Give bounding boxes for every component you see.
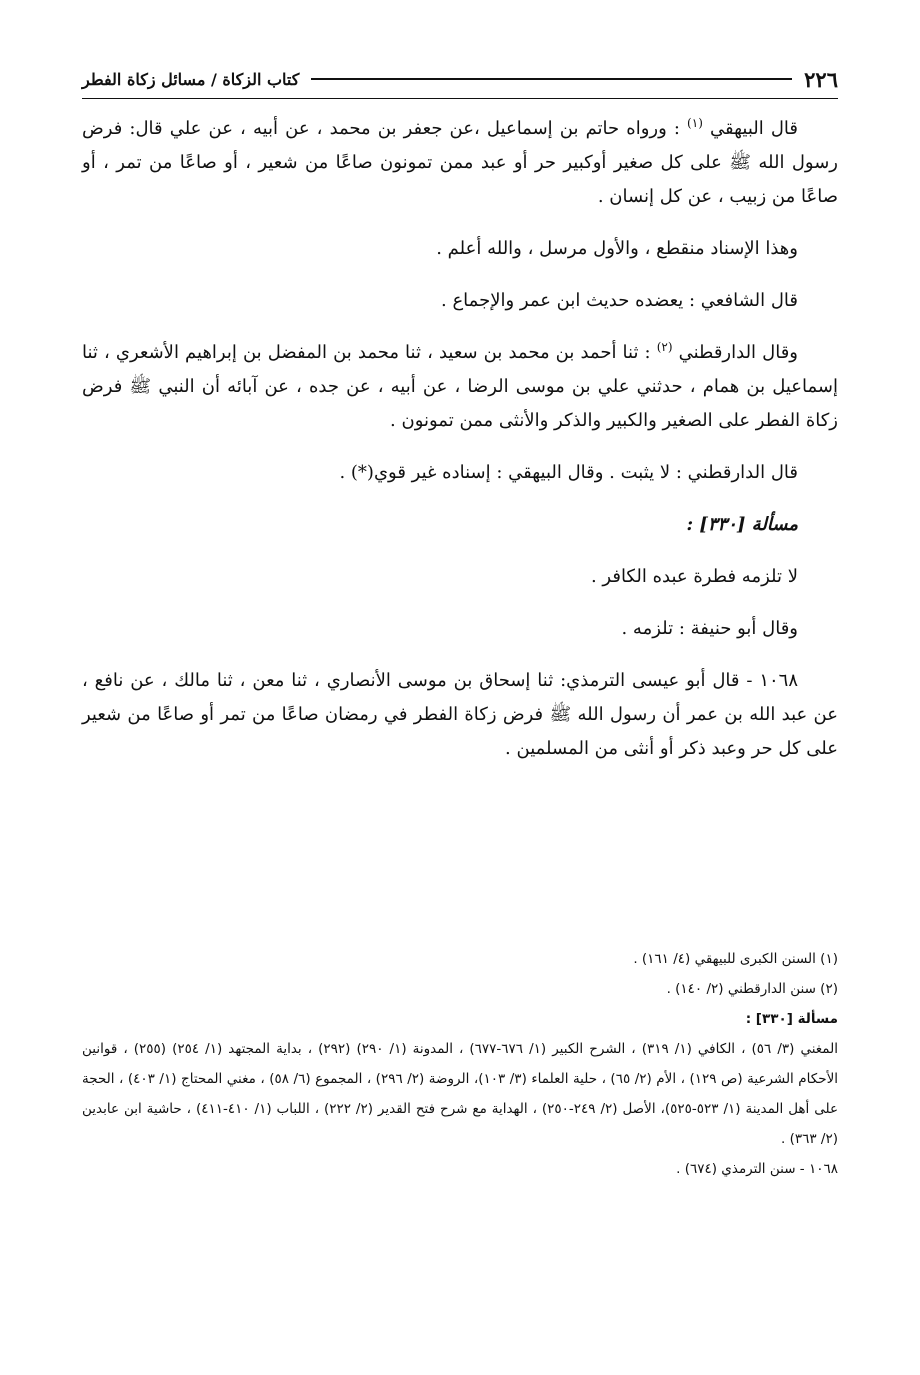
footnote-masala-sources: المغني (٣/ ٥٦) ، الكافي (١/ ٣١٩) ، الشرح الكبير (١/ ٦٧٦-٦٧٧) ، المدونة (١/ ٢٩٠) (٢٩٢) ، بداية المجتهد (١/ ٢٥٤) (٢٥٥) ، قوانين الأحكام الشرعية (ص ١٢٩) ، الأم (٢/ ٦٥) ، حلية العلماء (٣/ ١٠٣)، الروضة (٢/ ٢٩٦) ، المجموع (٦/ ٥٨) ، مغني المحتاج (١/ ٤٠٣) ، الحجة على أهل المدينة (١/ ٥٢٣-٥٢٥)، الأصل (٢/ ٢٤٩-٢٥٠) ، الهداية مع شرح فتح القدير (٢/ ٢٢٢) ، اللباب (١/ ٤١٠-٤١١) ، حاشية ابن عابدين (٢/ ٣٦٣) . — [82, 1041, 839, 1147]
footnotes — [82, 944, 838, 1184]
paragraph-ruling: لا تلزمه فطرة عبده الكافر . — [590, 566, 798, 587]
paragraph-hadith-1068: ١٠٦٨ - قال أبو عيسى الترمذي: ثنا إسحاق بن موسى الأنصاري ، ثنا معن ، ثنا مالك ، عن نافع ، عن عبد الله بن عمر أن رسول الله ﷺ فرض زكاة الفطر في رمضان صاعًا من تمر أو صاعًا من شعير على كل حر وعبد ذكر أو أنثى من المسلمين . — [82, 670, 838, 759]
footnote-ref-2[interactable]: (٢) — [656, 340, 673, 354]
running-header — [82, 62, 838, 96]
header-line — [311, 78, 792, 80]
paragraph-daraqutni: وقال الدارقطني $^{(٢)}$ : ثنا أحمد بن محمد بن سعيد ، ثنا محمد بن المفضل بن إبراهيم الأشعري ، ثنا إسماعيل بن همام ، حدثني علي بن موسى الرضا ، عن أبيه ، عن جده ، عن آبائه أن النبي ﷺ فرض زكاة الفطر على الصغير والكبير والذكر والأنثى ممن تمونون . — [82, 340, 838, 431]
paragraph-daraqutni-verdict: قال الدارقطني : لا يثبت . وقال البيهقي : إسناده غير قوي(*) . — [339, 462, 798, 483]
paragraph-abu-hanifa: وقال أبو حنيفة : تلزمه . — [621, 618, 798, 639]
footnote-1: (١) السنن الكبرى للبيهقي (٤/ ١٦١) . — [633, 951, 838, 967]
main-text — [82, 112, 838, 784]
masala-heading: مسألة [٣٣٠] : — [686, 514, 798, 535]
footnote-ref-1[interactable]: (١) — [687, 116, 703, 130]
paragraph-bayhaqi: قال البيهقي $^{(١)}$ : ورواه حاتم بن إسماعيل ،عن جعفر بن محمد ، عن أبيه ، عن علي قال: فرض رسول الله ﷺ على كل صغير أوكبير حر أو عبد ممن تمونون صاعًا من شعير ، أو صاعًا من تمر ، أو صاعًا من زبيب ، عن كل إنسان . — [82, 116, 838, 207]
footnote-1068: ١٠٦٨ - سنن الترمذي (٦٧٤) . — [676, 1161, 838, 1177]
footnote-masala-heading: مسألة [٣٣٠] : — [745, 1011, 838, 1027]
footnote-2: (٢) سنن الدارقطني (٢/ ١٤٠) . — [666, 981, 838, 997]
header-title: كتاب الزكاة / مسائل زكاة الفطر — [82, 69, 300, 89]
header-rule — [82, 98, 838, 99]
paragraph-isnad: وهذا الإسناد منقطع ، والأول مرسل ، والله أعلم . — [436, 238, 798, 259]
page-number: ٢٢٦ — [804, 66, 838, 92]
paragraph-shafii: قال الشافعي : يعضده حديث ابن عمر والإجماع . — [441, 290, 798, 311]
